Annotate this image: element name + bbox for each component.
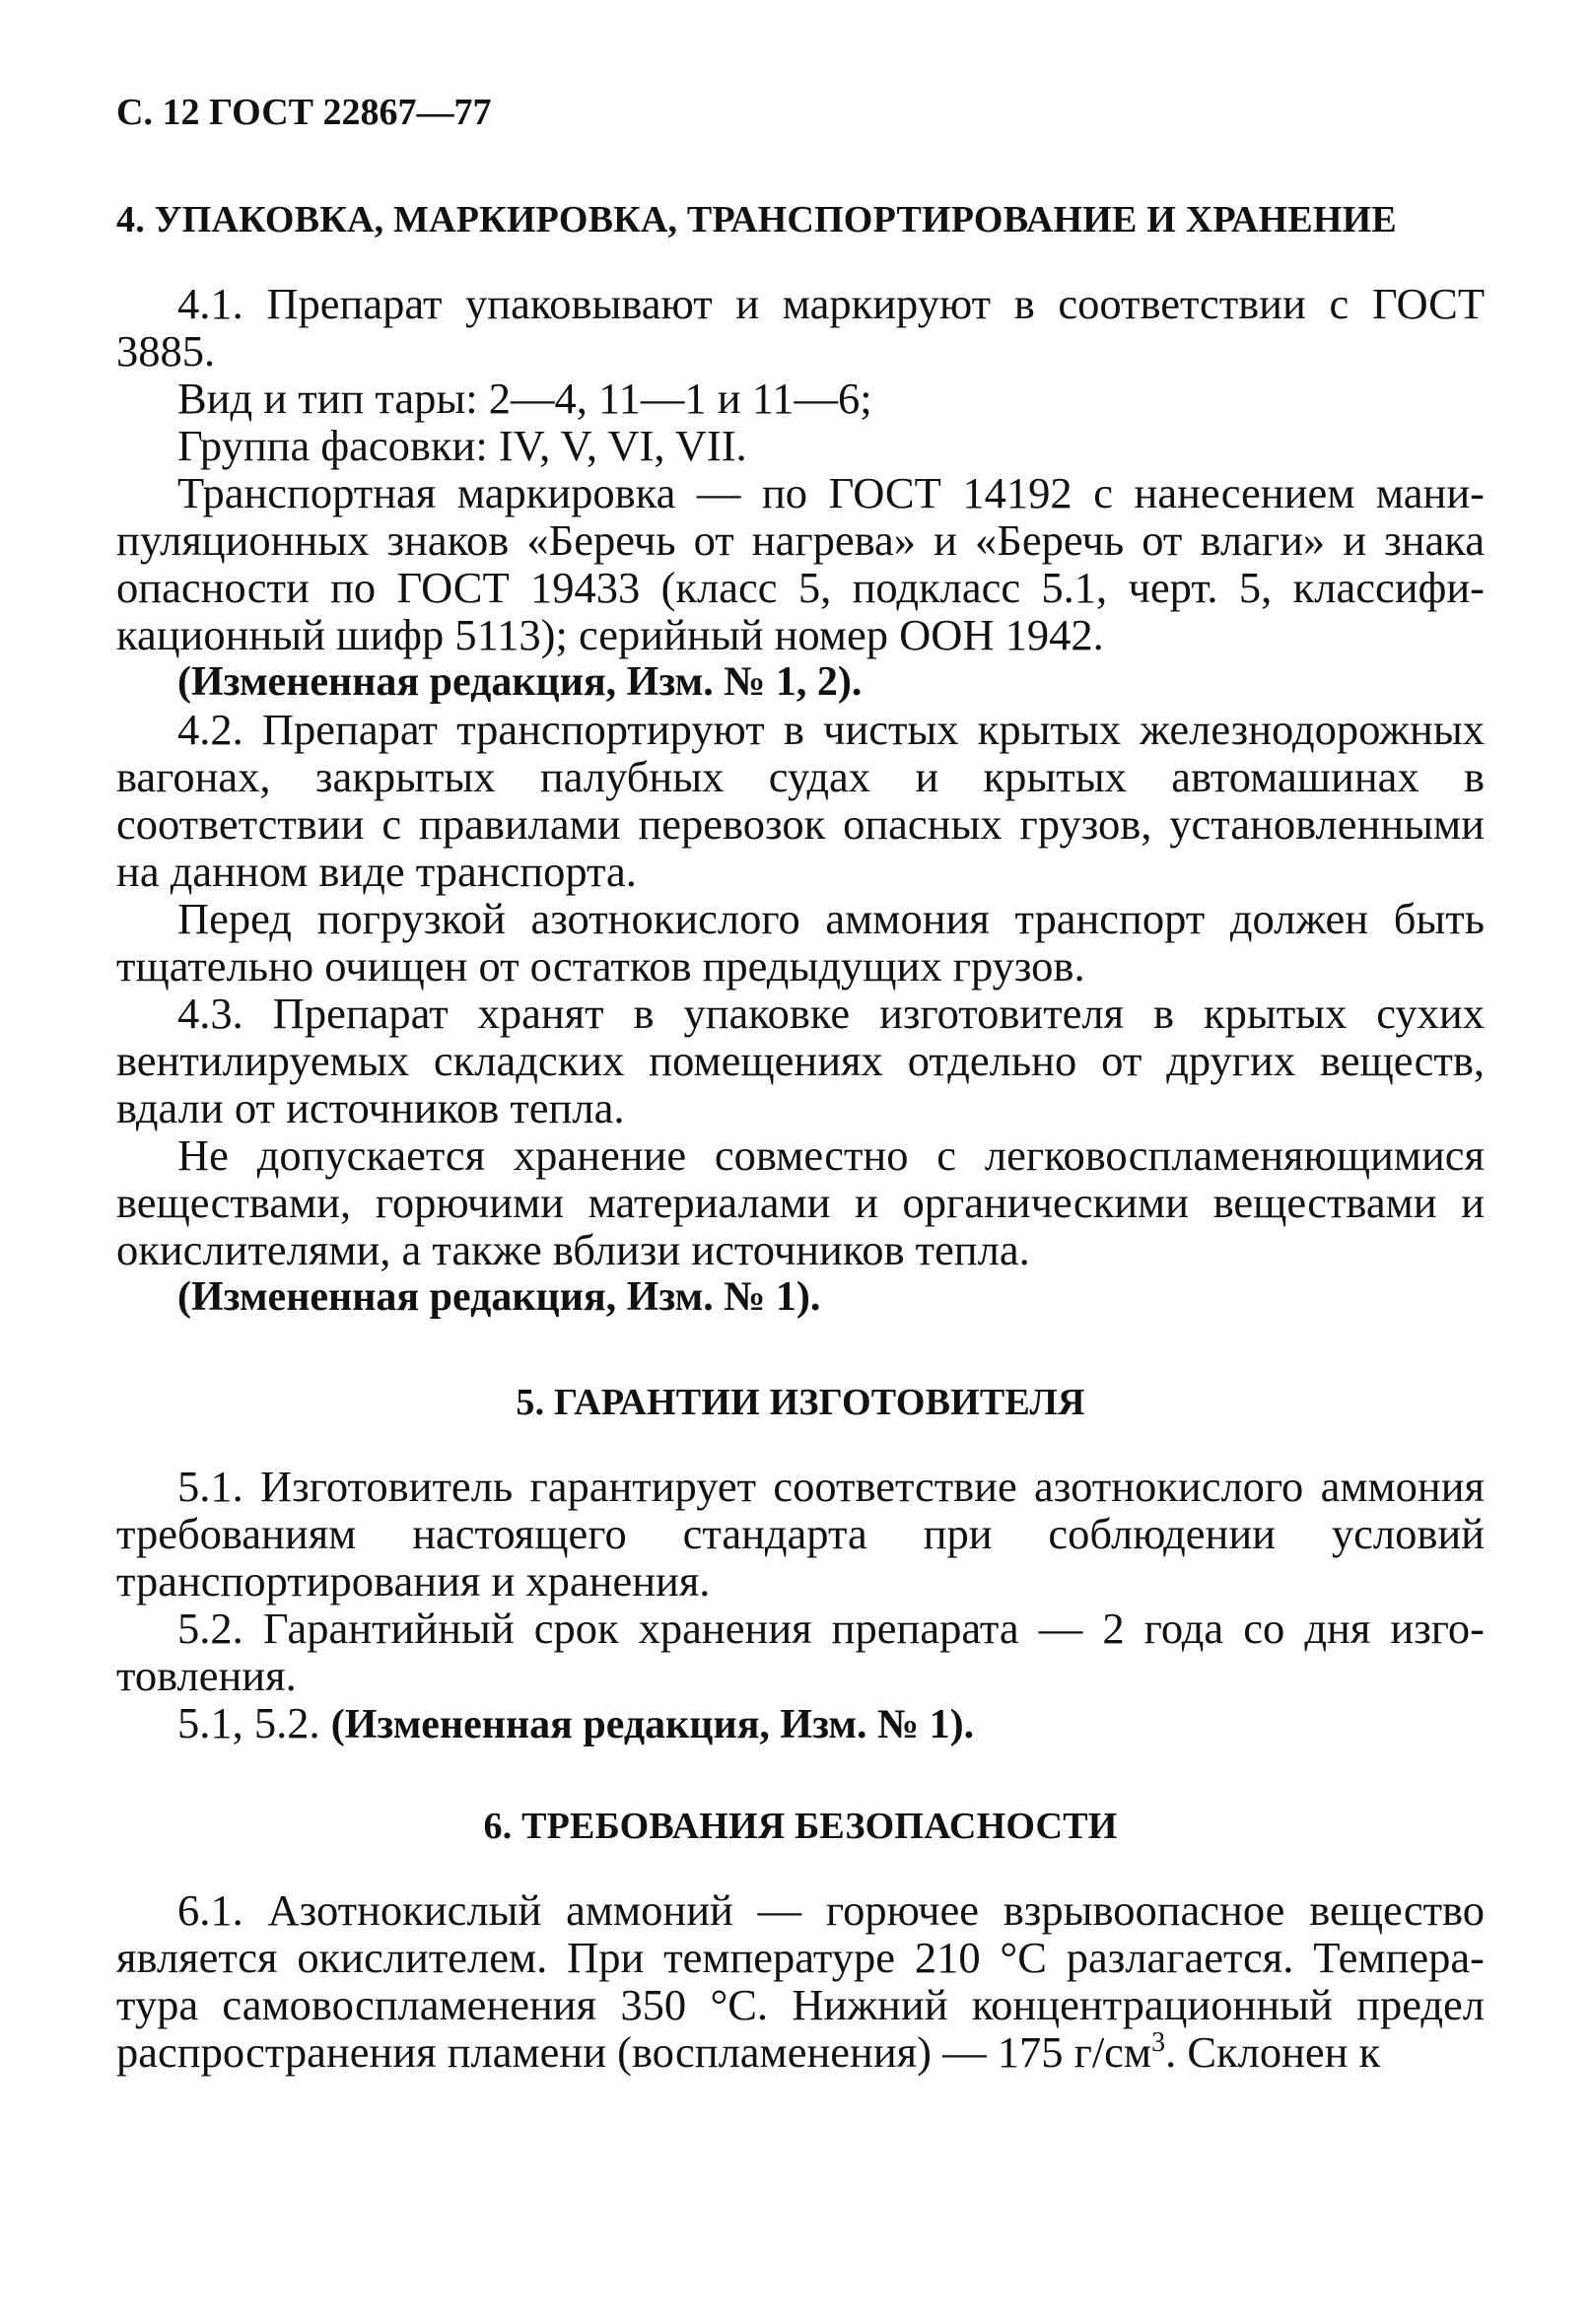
paragraph-6-1-text: 6.1. Азотнокислый аммоний — горючее взрывоопасное вещество является окислителем. При температуре 210 °С разлагается. Температура самовоспламенения 350 °С. Нижний концентрационный предел распространения пламени (воспламенения) — 175 г/см [116,1885,1485,2077]
paragraph-6-1-end: . Склонен к [1165,2027,1381,2077]
paragraph-4-1-group: Группа фасовки: IV, V, VI, VII. [177,421,747,470]
paragraph-6-1 [116,1886,1485,2076]
paragraph-4-1-marking: Транспортная маркировка — по ГОСТ 14192 с нанесением манипуляционных знаков «Беречь от нагрева» и «Беречь от влаги» и знака опасности по ГОСТ 19433 (класс 5, подкласс 5.1, черт. 5, классификационный шифр 5113); серийный номер ООН 1942. [116,468,1485,659]
paragraph-4-3: 4.3. Препарат хранят в упаковке изготовителя в крытых сухих вентилируемых складских помещениях отдельно от других веществ, вдали от источников тепла. [116,989,1485,1132]
paragraph-5-2: 5.2. Гарантийный срок хранения препарата — 2 года со дня изготовления. [116,1604,1485,1700]
superscript-3: 3 [1151,2027,1166,2059]
note-bold: (Измененная редакция, Изм. № 1). [330,1702,975,1747]
amendment-note-3 [116,1699,1485,1748]
paragraph-4-1: 4.1. Препарат упаковывают и маркируют в соответствии с ГОСТ 3885. [116,279,1485,376]
section-6-title: 6. ТРЕБОВАНИЯ БЕЗОПАСНОСТИ [483,1806,1118,1847]
amendment-note-2: (Измененная редакция, Изм. № 1). [177,1274,821,1320]
page-header: С. 12 ГОСТ 22867—77 [116,92,492,133]
note-prefix: 5.1, 5.2. [177,1698,331,1747]
section-5-title: 5. ГАРАНТИИ ИЗГОТОВИТЕЛЯ [516,1382,1085,1423]
paragraph-4-2: 4.2. Препарат транспортируют в чистых крытых железнодорожных вагонах, закрытых палубных судах и крытых автомашинах в соответствии с правилами перевозок опасных грузов, установленными на данном виде транспорта. [116,705,1485,896]
document-page [116,91,1485,2076]
section-4-title: 4. УПАКОВКА, МАРКИРОВКА, ТРАНСПОРТИРОВАНИЕ И ХРАНЕНИЕ [116,199,1397,240]
paragraph-5-1: 5.1. Изготовитель гарантирует соответствие азотнокислого аммония требованиям настоящего стандарта при соблюдении условий транспортирования и хранения. [116,1462,1485,1606]
paragraph-4-3-b: Не допускается хранение совместно с легковоспламеняющимися веществами, горючими материалами и органическими веществами и окислителями, а также вблизи источников тепла. [116,1130,1485,1274]
amendment-note-1: (Измененная редакция, Изм. № 1, 2). [177,659,863,705]
paragraph-4-2-b: Перед погрузкой азотнокислого аммония транспорт должен быть тщательно очищен от остатков предыдущих грузов. [116,894,1485,991]
paragraph-4-1-tara: Вид и тип тары: 2—4, 11—1 и 11—6; [177,374,872,423]
